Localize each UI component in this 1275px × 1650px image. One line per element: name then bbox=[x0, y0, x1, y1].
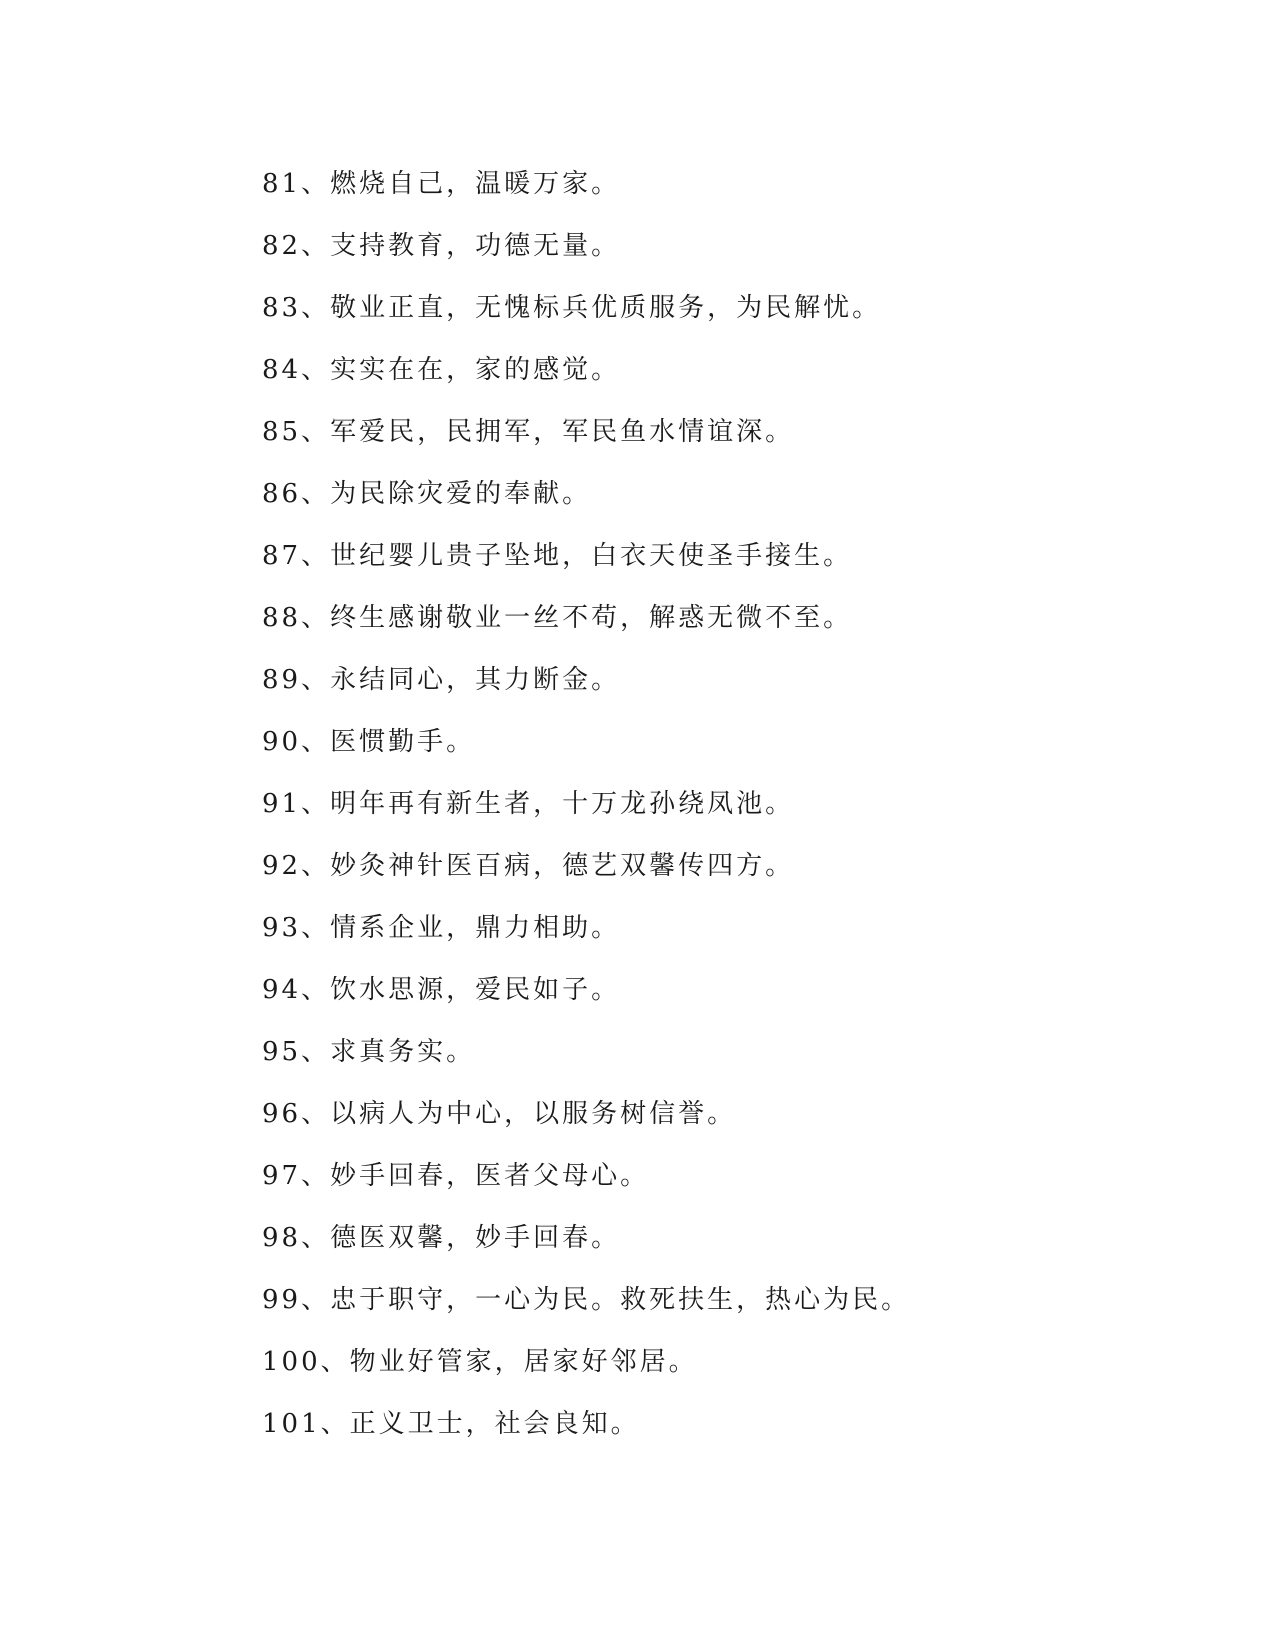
list-item: 81、燃烧自己，温暖万家。 bbox=[262, 169, 621, 199]
list-item: 90、医惯勤手。 bbox=[262, 727, 476, 757]
slogan-list bbox=[262, 164, 1222, 1466]
list-item: 88、终生感谢敬业一丝不苟，解惑无微不至。 bbox=[262, 603, 853, 633]
list-item: 99、忠于职守，一心为民。救死扶生，热心为民。 bbox=[262, 1285, 911, 1315]
list-item: 100、物业好管家，居家好邻居。 bbox=[262, 1347, 698, 1377]
list-item: 83、敬业正直，无愧标兵优质服务，为民解忧。 bbox=[262, 293, 882, 323]
list-item: 101、正义卫士，社会良知。 bbox=[262, 1409, 640, 1439]
list-item: 84、实实在在，家的感觉。 bbox=[262, 355, 621, 385]
list-item: 89、永结同心，其力断金。 bbox=[262, 665, 621, 695]
list-item: 96、以病人为中心，以服务树信誉。 bbox=[262, 1099, 737, 1129]
list-item: 93、情系企业，鼎力相助。 bbox=[262, 913, 621, 943]
list-item: 86、为民除灾爱的奉献。 bbox=[262, 479, 592, 509]
list-item: 98、德医双馨，妙手回春。 bbox=[262, 1223, 621, 1253]
list-item: 82、支持教育，功德无量。 bbox=[262, 231, 621, 261]
list-item: 92、妙灸神针医百病，德艺双馨传四方。 bbox=[262, 851, 795, 881]
list-item: 97、妙手回春，医者父母心。 bbox=[262, 1161, 650, 1191]
list-item: 91、明年再有新生者，十万龙孙绕凤池。 bbox=[262, 789, 795, 819]
list-item: 87、世纪婴儿贵子坠地，白衣天使圣手接生。 bbox=[262, 541, 853, 571]
list-item: 95、求真务实。 bbox=[262, 1037, 476, 1067]
list-item: 85、军爱民，民拥军，军民鱼水情谊深。 bbox=[262, 417, 795, 447]
list-item: 94、饮水思源，爱民如子。 bbox=[262, 975, 621, 1005]
